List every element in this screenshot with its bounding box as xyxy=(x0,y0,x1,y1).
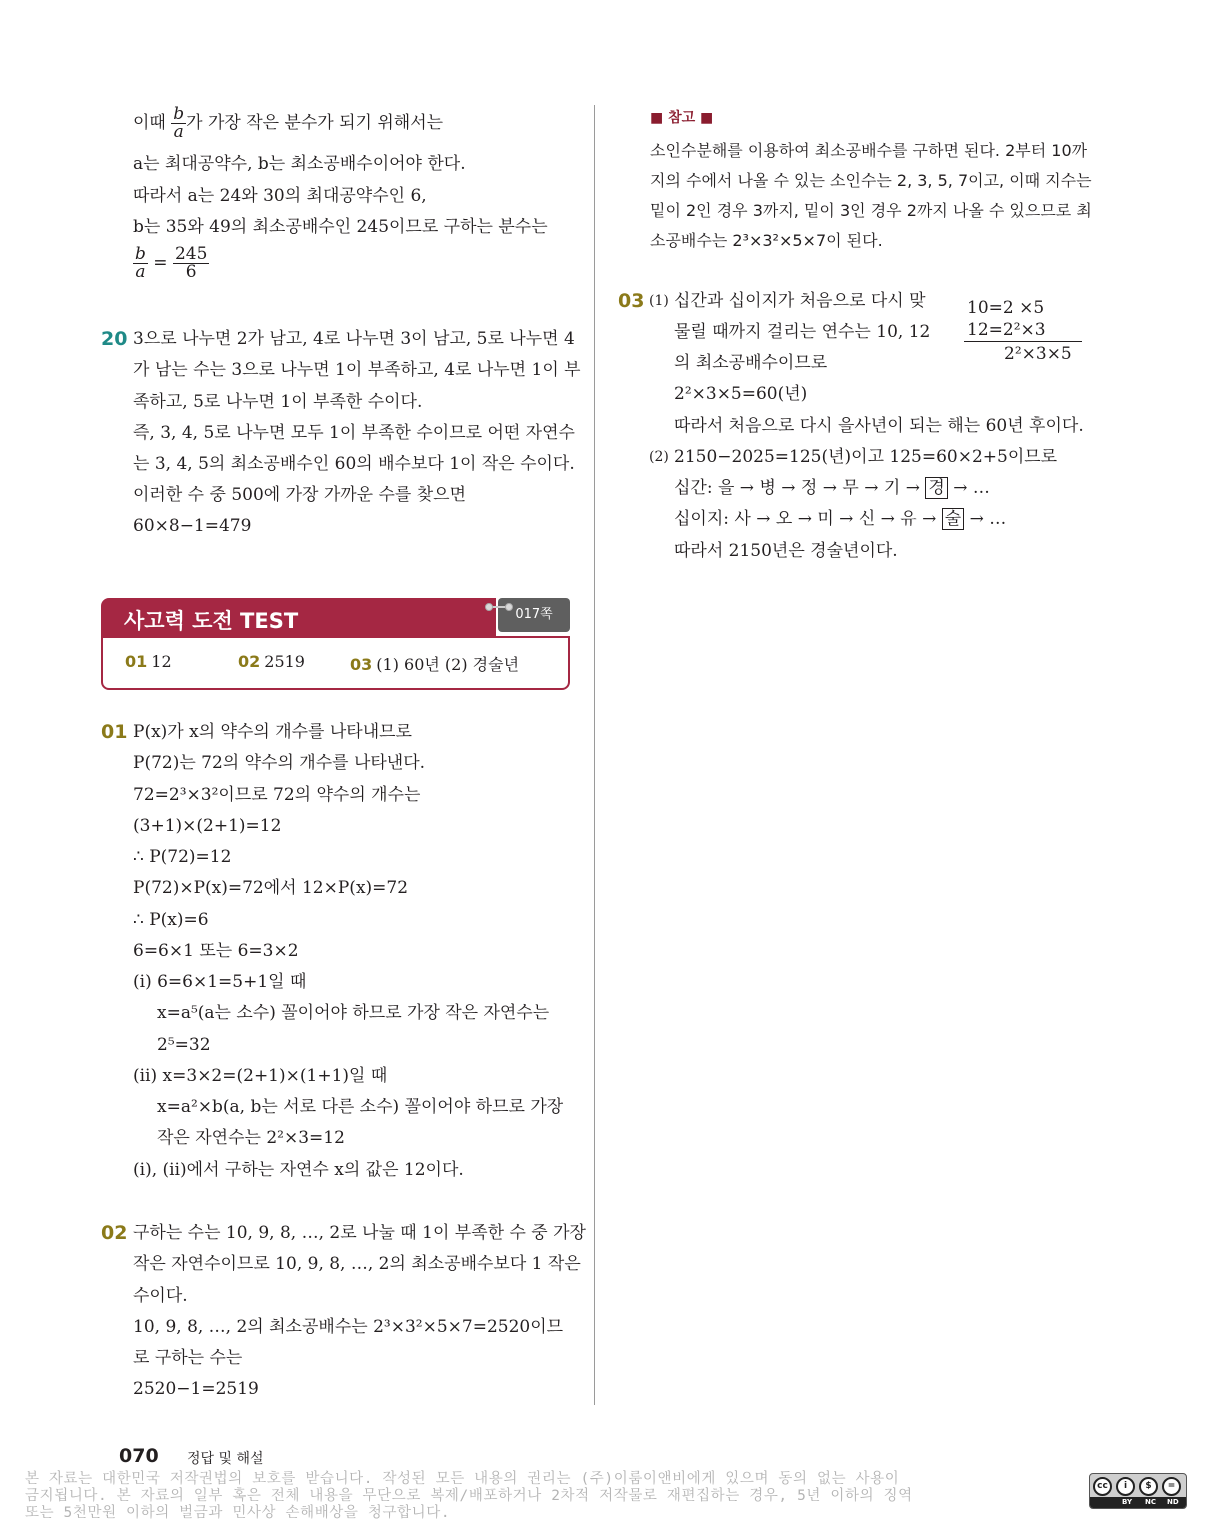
highlighted-ji: 술 xyxy=(942,508,964,530)
q01-line: ∴ P(72)=12 xyxy=(133,847,232,867)
intro-line-2: a는 최대공약수, b는 최소공배수이어야 한다. xyxy=(133,154,466,174)
column-divider xyxy=(594,105,595,1405)
q01-line: (ⅰ), (ⅱ)에서 구하는 자연수 x의 값은 12이다. xyxy=(133,1160,464,1180)
footer-label: 정답 및 해설 xyxy=(187,1451,264,1467)
q02-line: 2520−1=2519 xyxy=(133,1379,259,1399)
answer-value: 2519 xyxy=(264,652,305,671)
reference-line: 밑이 2인 경우 3까지, 밑이 3인 경우 2까지 나올 수 있으므로 최 xyxy=(650,201,1092,220)
problem-number: 02 xyxy=(101,1222,128,1244)
answer-item xyxy=(238,652,305,671)
problem-number: 01 xyxy=(101,721,128,743)
q01-line: 작은 자연수는 2²×3=12 xyxy=(157,1128,345,1148)
answer-item xyxy=(125,652,172,671)
intro-line-3: 따라서 a는 24와 30의 최대공약수인 6, xyxy=(133,186,427,206)
fraction-result xyxy=(173,246,209,281)
q02-line: 수이다. xyxy=(133,1286,188,1306)
q01-line: x=a⁵(a는 소수) 꼴이어야 하므로 가장 작은 자연수는 xyxy=(157,1003,550,1023)
answer-key: 03 xyxy=(350,655,373,674)
q03-line: 의 최소공배수이므로 xyxy=(674,353,828,373)
copyright-line: 또는 5천만원 이하의 벌금과 민사상 손해배상을 청구합니다. xyxy=(25,1505,451,1521)
q01-line: P(72)는 72의 약수의 개수를 나타낸다. xyxy=(133,753,426,773)
page-number: 070 xyxy=(119,1445,159,1467)
cc-label: ND xyxy=(1167,1498,1179,1506)
part-marker: (1) xyxy=(649,293,669,309)
q01-line: P(72)×P(x)=72에서 12×P(x)=72 xyxy=(133,878,409,898)
intro-line-4: b는 35와 49의 최소공배수인 245이므로 구하는 분수는 xyxy=(133,217,548,237)
intro-line-1 xyxy=(133,106,443,141)
text: → … xyxy=(953,478,990,498)
fraction-denominator: 6 xyxy=(185,262,197,282)
answer-key: 01 xyxy=(125,652,148,671)
highlighted-gan: 경 xyxy=(925,477,947,499)
answer-value: (1) 60년 (2) 경술년 xyxy=(376,655,520,674)
q20-line: 60×8−1=479 xyxy=(133,516,252,536)
test-header xyxy=(101,598,496,638)
q02-line: 10, 9, 8, …, 2의 최소공배수는 2³×3²×5×7=2520이므 xyxy=(133,1317,564,1337)
q02-line: 구하는 수는 10, 9, 8, …, 2로 나눌 때 1이 부족한 수 중 가장 xyxy=(133,1223,586,1243)
q01-line: (3+1)×(2+1)=12 xyxy=(133,816,282,836)
cc-label: BY xyxy=(1122,1498,1133,1506)
problem-number: 20 xyxy=(101,328,128,350)
equals-sign: = xyxy=(153,253,168,273)
q20-line: 는 3, 4, 5의 최소공배수인 60의 배수보다 1이 작은 수이다. xyxy=(133,454,575,474)
q03-conclusion: 따라서 2150년은 경술년이다. xyxy=(674,541,898,561)
fraction-numerator: b xyxy=(173,104,185,124)
text: 십간: 을 → 병 → 정 → 무 → 기 → xyxy=(674,478,920,498)
text: 이때 xyxy=(133,113,172,133)
q01-line: (ⅱ) x=3×2=(2+1)×(1+1)일 때 xyxy=(133,1066,388,1086)
q20-line: 족하고, 5로 나누면 1이 부족한 수이다. xyxy=(133,392,423,412)
ji-sequence xyxy=(674,508,1006,530)
q03-line: 물릴 때까지 걸리는 연수는 10, 12 xyxy=(674,322,931,342)
text: 십이지: 사 → 오 → 미 → 신 → 유 → xyxy=(674,509,937,529)
fraction-b-over-a xyxy=(171,106,186,141)
q02-line: 로 구하는 수는 xyxy=(133,1348,243,1368)
q20-line: 즉, 3, 4, 5로 나누면 모두 1이 부족한 수이므로 어떤 자연수 xyxy=(133,423,575,443)
q03-line: 2150−2025=125(년)이고 125=60×2+5이므로 xyxy=(674,447,1058,467)
ladder-row: 10=2 ×5 xyxy=(967,298,1045,318)
answer-key: 02 xyxy=(238,652,261,671)
gan-sequence xyxy=(674,477,990,499)
noncommercial-icon: $ xyxy=(1139,1477,1158,1496)
q01-line: 6=6×1 또는 6=3×2 xyxy=(133,941,299,961)
part-marker: (2) xyxy=(649,449,669,465)
problem-number: 03 xyxy=(618,290,645,312)
text: 가 가장 작은 분수가 되기 위해서는 xyxy=(186,113,444,133)
q01-line: x=a²×b(a, b는 서로 다른 소수) 꼴이어야 하므로 가장 xyxy=(157,1097,564,1117)
reference-heading: ■ 참고 ■ xyxy=(650,110,714,126)
answer-value: 12 xyxy=(151,652,172,671)
q01-line: 2⁵=32 xyxy=(157,1035,211,1055)
creative-commons-badge xyxy=(1089,1473,1187,1509)
noderivatives-icon: = xyxy=(1162,1477,1181,1496)
q02-line: 작은 자연수이므로 10, 9, 8, …, 2의 최소공배수보다 1 작은 xyxy=(133,1254,581,1274)
reference-line: 소공배수는 2³×3²×5×7이 된다. xyxy=(650,231,883,250)
fraction-numerator: 245 xyxy=(174,244,208,264)
pin-icon xyxy=(485,603,513,611)
answer-item xyxy=(350,652,519,675)
fraction-numerator: b xyxy=(135,244,146,264)
q03-line: 십간과 십이지가 처음으로 다시 맞 xyxy=(674,291,926,311)
reference-line: 소인수분해를 이용하여 최소공배수를 구하면 된다. 2부터 10까 xyxy=(650,141,1088,160)
copyright-line: 본 자료는 대한민국 저작권법의 보호를 받습니다. 작성된 모든 내용의 권리는 (주)이룸이앤비에게 있으며 동의 없는 사용이 xyxy=(25,1471,900,1487)
ladder-rule xyxy=(964,341,1082,342)
fraction-denominator: a xyxy=(135,262,146,282)
q01-line: ∴ P(x)=6 xyxy=(133,910,209,930)
cc-icon: cc xyxy=(1093,1477,1112,1496)
q20-line: 가 남는 수는 3으로 나누면 1이 부족하고, 4로 나누면 1이 부 xyxy=(133,360,581,380)
ladder-result: 2²×3×5 xyxy=(1004,344,1072,364)
q03-line: 2²×3×5=60(년) xyxy=(674,384,808,404)
cc-label: NC xyxy=(1145,1498,1156,1506)
attribution-icon: i xyxy=(1116,1477,1135,1496)
q01-line: P(x)가 x의 약수의 개수를 나타내므로 xyxy=(133,722,412,742)
answer-summary-box xyxy=(101,636,570,690)
copyright-line: 금지됩니다. 본 자료의 일부 혹은 전체 내용을 무단으로 복제/배포하거나 2차적 저작물로 재편집하는 경우, 5년 이하의 징역 xyxy=(25,1488,913,1504)
fraction-b-over-a xyxy=(133,246,148,281)
text: → … xyxy=(969,509,1007,529)
ladder-row: 12=2²×3 xyxy=(967,320,1046,340)
page-reference-tag: 017쪽 xyxy=(498,598,570,632)
q01-line: (ⅰ) 6=6×1=5+1일 때 xyxy=(133,972,307,992)
fraction-denominator: a xyxy=(173,122,184,142)
q20-line: 이러한 수 중 500에 가장 가까운 수를 찾으면 xyxy=(133,485,467,505)
q01-line: 72=2³×3²이므로 72의 약수의 개수는 xyxy=(133,785,421,805)
test-title: 사고력 도전 TEST xyxy=(124,609,299,633)
reference-line: 지의 수에서 나올 수 있는 소인수는 2, 3, 5, 7이고, 이때 지수는 xyxy=(650,171,1092,190)
intro-line-5 xyxy=(133,246,209,281)
q03-line: 따라서 처음으로 다시 을사년이 되는 해는 60년 후이다. xyxy=(674,416,1084,436)
q20-line: 3으로 나누면 2가 남고, 4로 나누면 3이 남고, 5로 나누면 4 xyxy=(133,329,575,349)
